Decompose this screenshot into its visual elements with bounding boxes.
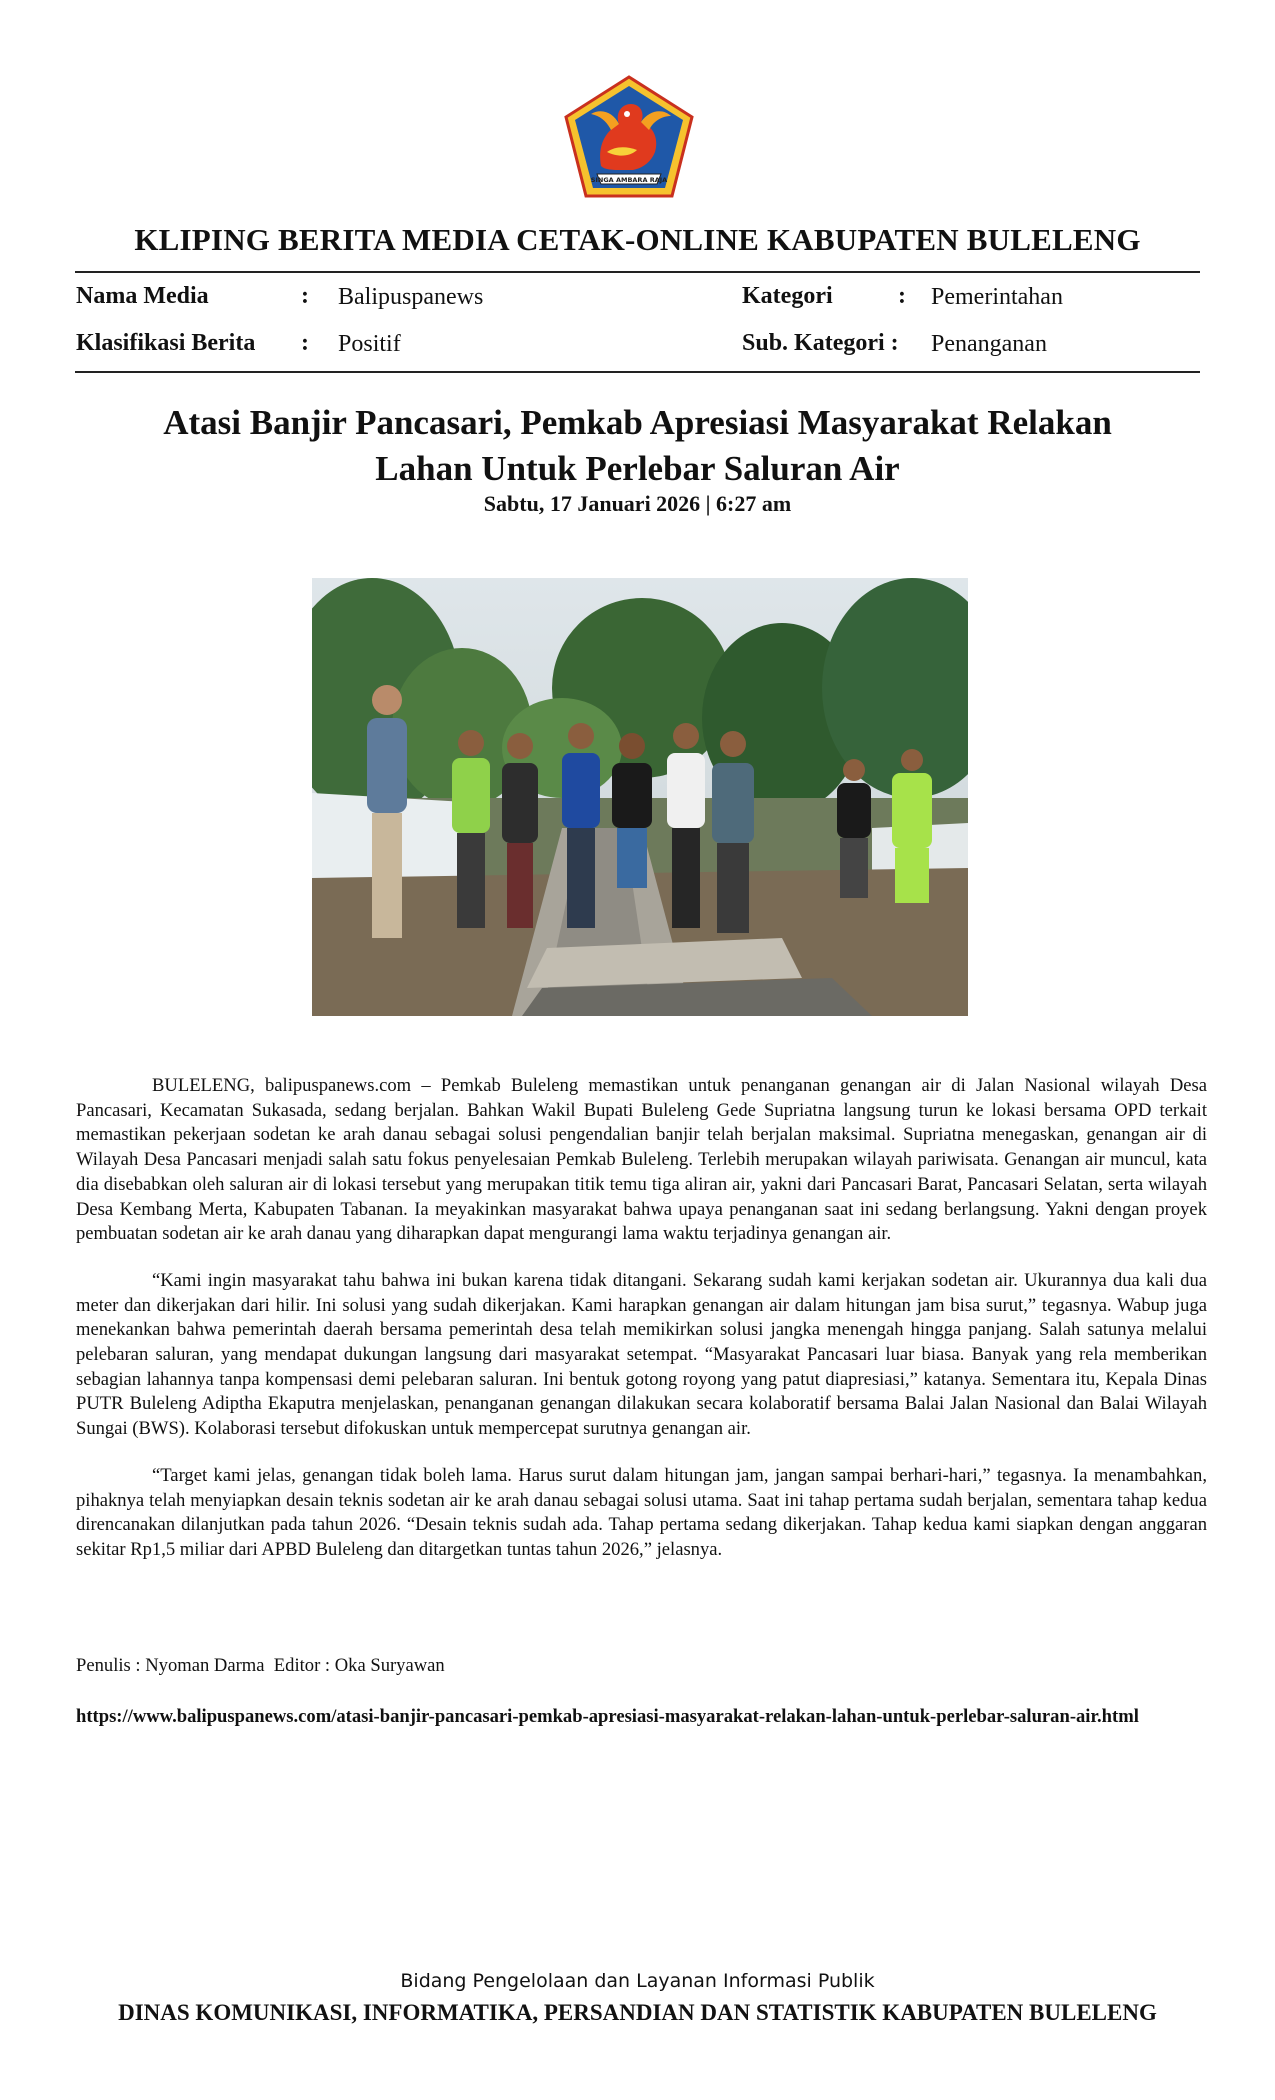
klasifikasi-label: Klasifikasi Berita [76,330,256,356]
article-source-link[interactable]: https://www.balipuspanews.com/atasi-banjir-pancasari-pemkab-apresiasi-masyarakat-relakan-lahan-untuk-perlebar-saluran-air.html [76,1706,1139,1727]
logo-motto: SINGA AMBARA RAJA [590,176,668,184]
footer-division: Bidang Pengelolaan dan Layanan Informasi Publik [400,1970,875,1992]
subkategori-value: Penanganan [931,331,1047,357]
field-visit-photo [312,578,968,1016]
regency-logo [561,74,697,200]
paragraph-1: BULELENG, balipuspanews.com – Pemkab Buleleng memastikan untuk penanganan genangan air di Jalan Nasional wilayah Desa Pancasari, Kecamatan Sukasada, sedang berjalan. Bahkan Wakil Bupati Buleleng Gede Supriatna langsung turun ke lokasi bersama OPD terkait memastikan pekerjaan sodetan ke arah danau sebagai solusi pengendalian banjir telah berjalan maksimal. Supriatna menegaskan, genangan air di Wilayah Desa Pancasari menjadi salah satu fokus penyelesaian Pemkab Buleleng. Terlebih merupakan wilayah pariwisata. Genangan air muncul, kata dia disebabkan oleh saluran air di lokasi tersebut yang merupakan titik temu tiga aliran air, yakni dari Pancasari Barat, Pancasari Selatan, serta wilayah Desa Kembang Merta, Kabupaten Tabanan. Ia meyakinkan masyarakat bahwa upaya penanganan saat ini sedang berlangsung. Yakni dengan proyek pembuatan sodetan air ke arah danau yang diharapkan dapat mengurangi lama waktu terjadinya genangan air. [76,1075,1207,1245]
header-rule-bottom [75,371,1200,373]
klasifikasi-colon: : [301,330,309,356]
media-label: Nama Media [76,283,209,309]
media-value: Balipuspanews [338,284,484,310]
article-byline: Penulis : Nyoman Darma Editor : Oka Suryawan [76,1655,445,1676]
headline-line-2: Lahan Untuk Perlebar Saluran Air [375,449,900,488]
kategori-value: Pemerintahan [931,284,1063,310]
kategori-label: Kategori [742,283,833,309]
article-photo [312,578,968,1016]
media-colon: : [301,283,309,309]
kategori-colon: : [898,283,906,309]
article-headline [100,400,1175,492]
document-header-title: KLIPING BERITA MEDIA CETAK-ONLINE KABUPATEN BULELENG [134,222,1141,257]
headline-line-1: Atasi Banjir Pancasari, Pemkab Apresiasi Masyarakat Relakan [163,403,1112,442]
article-dateline: Sabtu, 17 Januari 2026 | 6:27 am [483,491,792,516]
article-body [76,1074,1207,1585]
klasifikasi-value: Positif [338,331,401,357]
singa-ambara-raja-emblem [561,74,697,200]
paragraph-3: “Target kami jelas, genangan tidak boleh lama. Harus surut dalam hitungan jam, jangan sampai berhari-hari,” tegasnya. Ia menambahkan, pihaknya telah menyiapkan desain teknis sodetan air ke arah danau sebagai solusi utama. Saat ini tahap pertama sudah berjalan, sementara tahap kedua direncanakan dilanjutkan pada tahun 2026. “Desain teknis sudah ada. Tahap pertama sedang dikerjakan. Tahap kedua kami siapkan dengan anggaran sekitar Rp1,5 miliar dari APBD Buleleng dan ditargetkan tuntas tahun 2026,” jelasnya. [76,1464,1207,1560]
paragraph-2: “Kami ingin masyarakat tahu bahwa ini bukan karena tidak ditangani. Sekarang sudah kami kerjakan sodetan air. Ukurannya dua kali dua meter dan dikerjakan dari hilir. Ini solusi yang sudah dikerjakan. Kami harapkan genangan air dalam hitungan jam bisa surut,” tegasnya. Wabup juga menekankan bahwa pemerintah daerah bersama pemerintah desa telah memikirkan solusi jangka menengah hingga panjang. Salah satunya melalui pelebaran saluran, yang mendapat dukungan langsung dari masyarakat setempat. “Masyarakat Pancasari luar biasa. Banyak yang rela memberikan sebagian lahannya tanpa kompensasi demi pelebaran saluran. Ini bentuk gotong royong yang patut diapresiasi,” katanya. Sementara itu, Kepala Dinas PUTR Buleleng Adiptha Ekaputra menjelaskan, penanganan genangan dilakukan secara kolaboratif bersama Balai Jalan Nasional dan Balai Wilayah Sungai (BWS). Kolaborasi tersebut difokuskan untuk mempercepat surutnya genangan air. [76,1269,1207,1440]
header-rule-top [75,271,1200,273]
subkategori-label: Sub. Kategori : [742,330,899,356]
footer-agency: DINAS KOMUNIKASI, INFORMATIKA, PERSANDIAN DAN STATISTIK KABUPATEN BULELENG [118,2000,1157,2025]
